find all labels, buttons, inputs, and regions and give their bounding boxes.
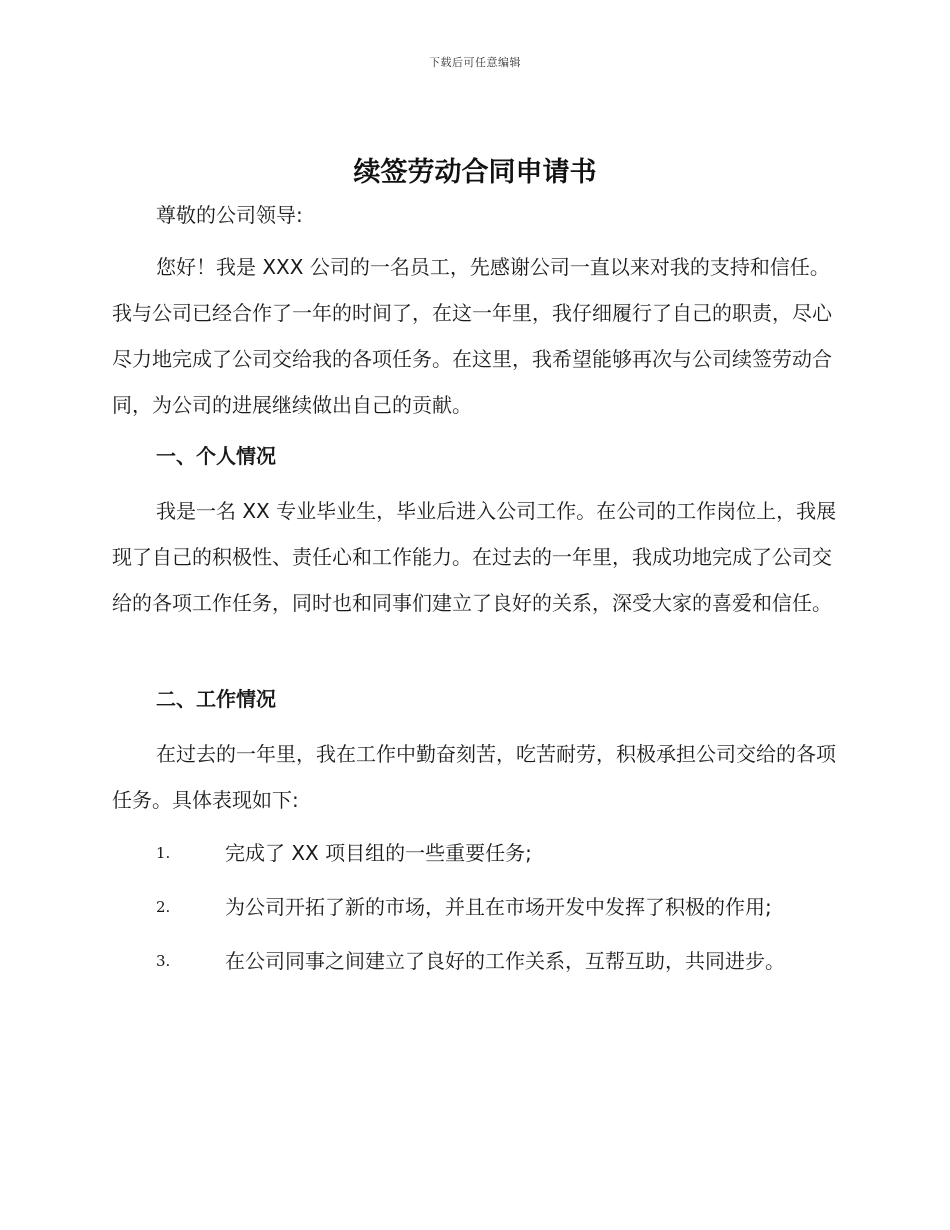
list-item [112,938,838,992]
salutation: 尊敬的公司领导: [156,203,303,227]
list-number: 3. [156,952,171,970]
achievement-list [112,830,838,992]
personal-paragraph: 我是一名 XX 专业毕业生，毕业后进入公司工作。在公司的工作岗位上，我展现了自己的积极性、责任心和工作能力。在过去的一年里，我成功地完成了公司交给的各项工作任务，同时也和同事们建立了良好的关系，深受大家的喜爱和信任。 [112,499,837,615]
list-item-text: 为公司开拓了新的市场，并且在市场开发中发挥了积极的作用; [225,895,772,919]
list-item-text: 完成了 XX 项目组的一些重要任务; [225,841,532,865]
intro-paragraph: 您好！我是 XXX 公司的一名员工，先感谢公司一直以来对我的支持和信任。我与公司已经合作了一年的时间了，在这一年里，我仔细履行了自己的职责，尽心尽力地完成了公司交给我的各项任务。在这里，我希望能够再次与公司续签劳动合同，为公司的进展继续做出自己的贡献。 [112,255,832,417]
document-title: 续签劳动合同申请书 [353,157,597,188]
heading-work: 二、工作情况 [156,687,276,711]
list-item-text: 在公司同事之间建立了良好的工作关系，互帮互助，共同进步。 [225,949,785,973]
header-note: 下载后可任意编辑 [429,56,521,69]
list-item [112,884,838,938]
list-number: 2. [156,898,171,916]
list-number: 1. [156,844,171,862]
heading-personal: 一、个人情况 [156,444,276,468]
list-item [112,830,838,884]
work-paragraph: 在过去的一年里，我在工作中勤奋刻苦，吃苦耐劳，积极承担公司交给的各项任务。具体表现如下: [112,742,836,812]
